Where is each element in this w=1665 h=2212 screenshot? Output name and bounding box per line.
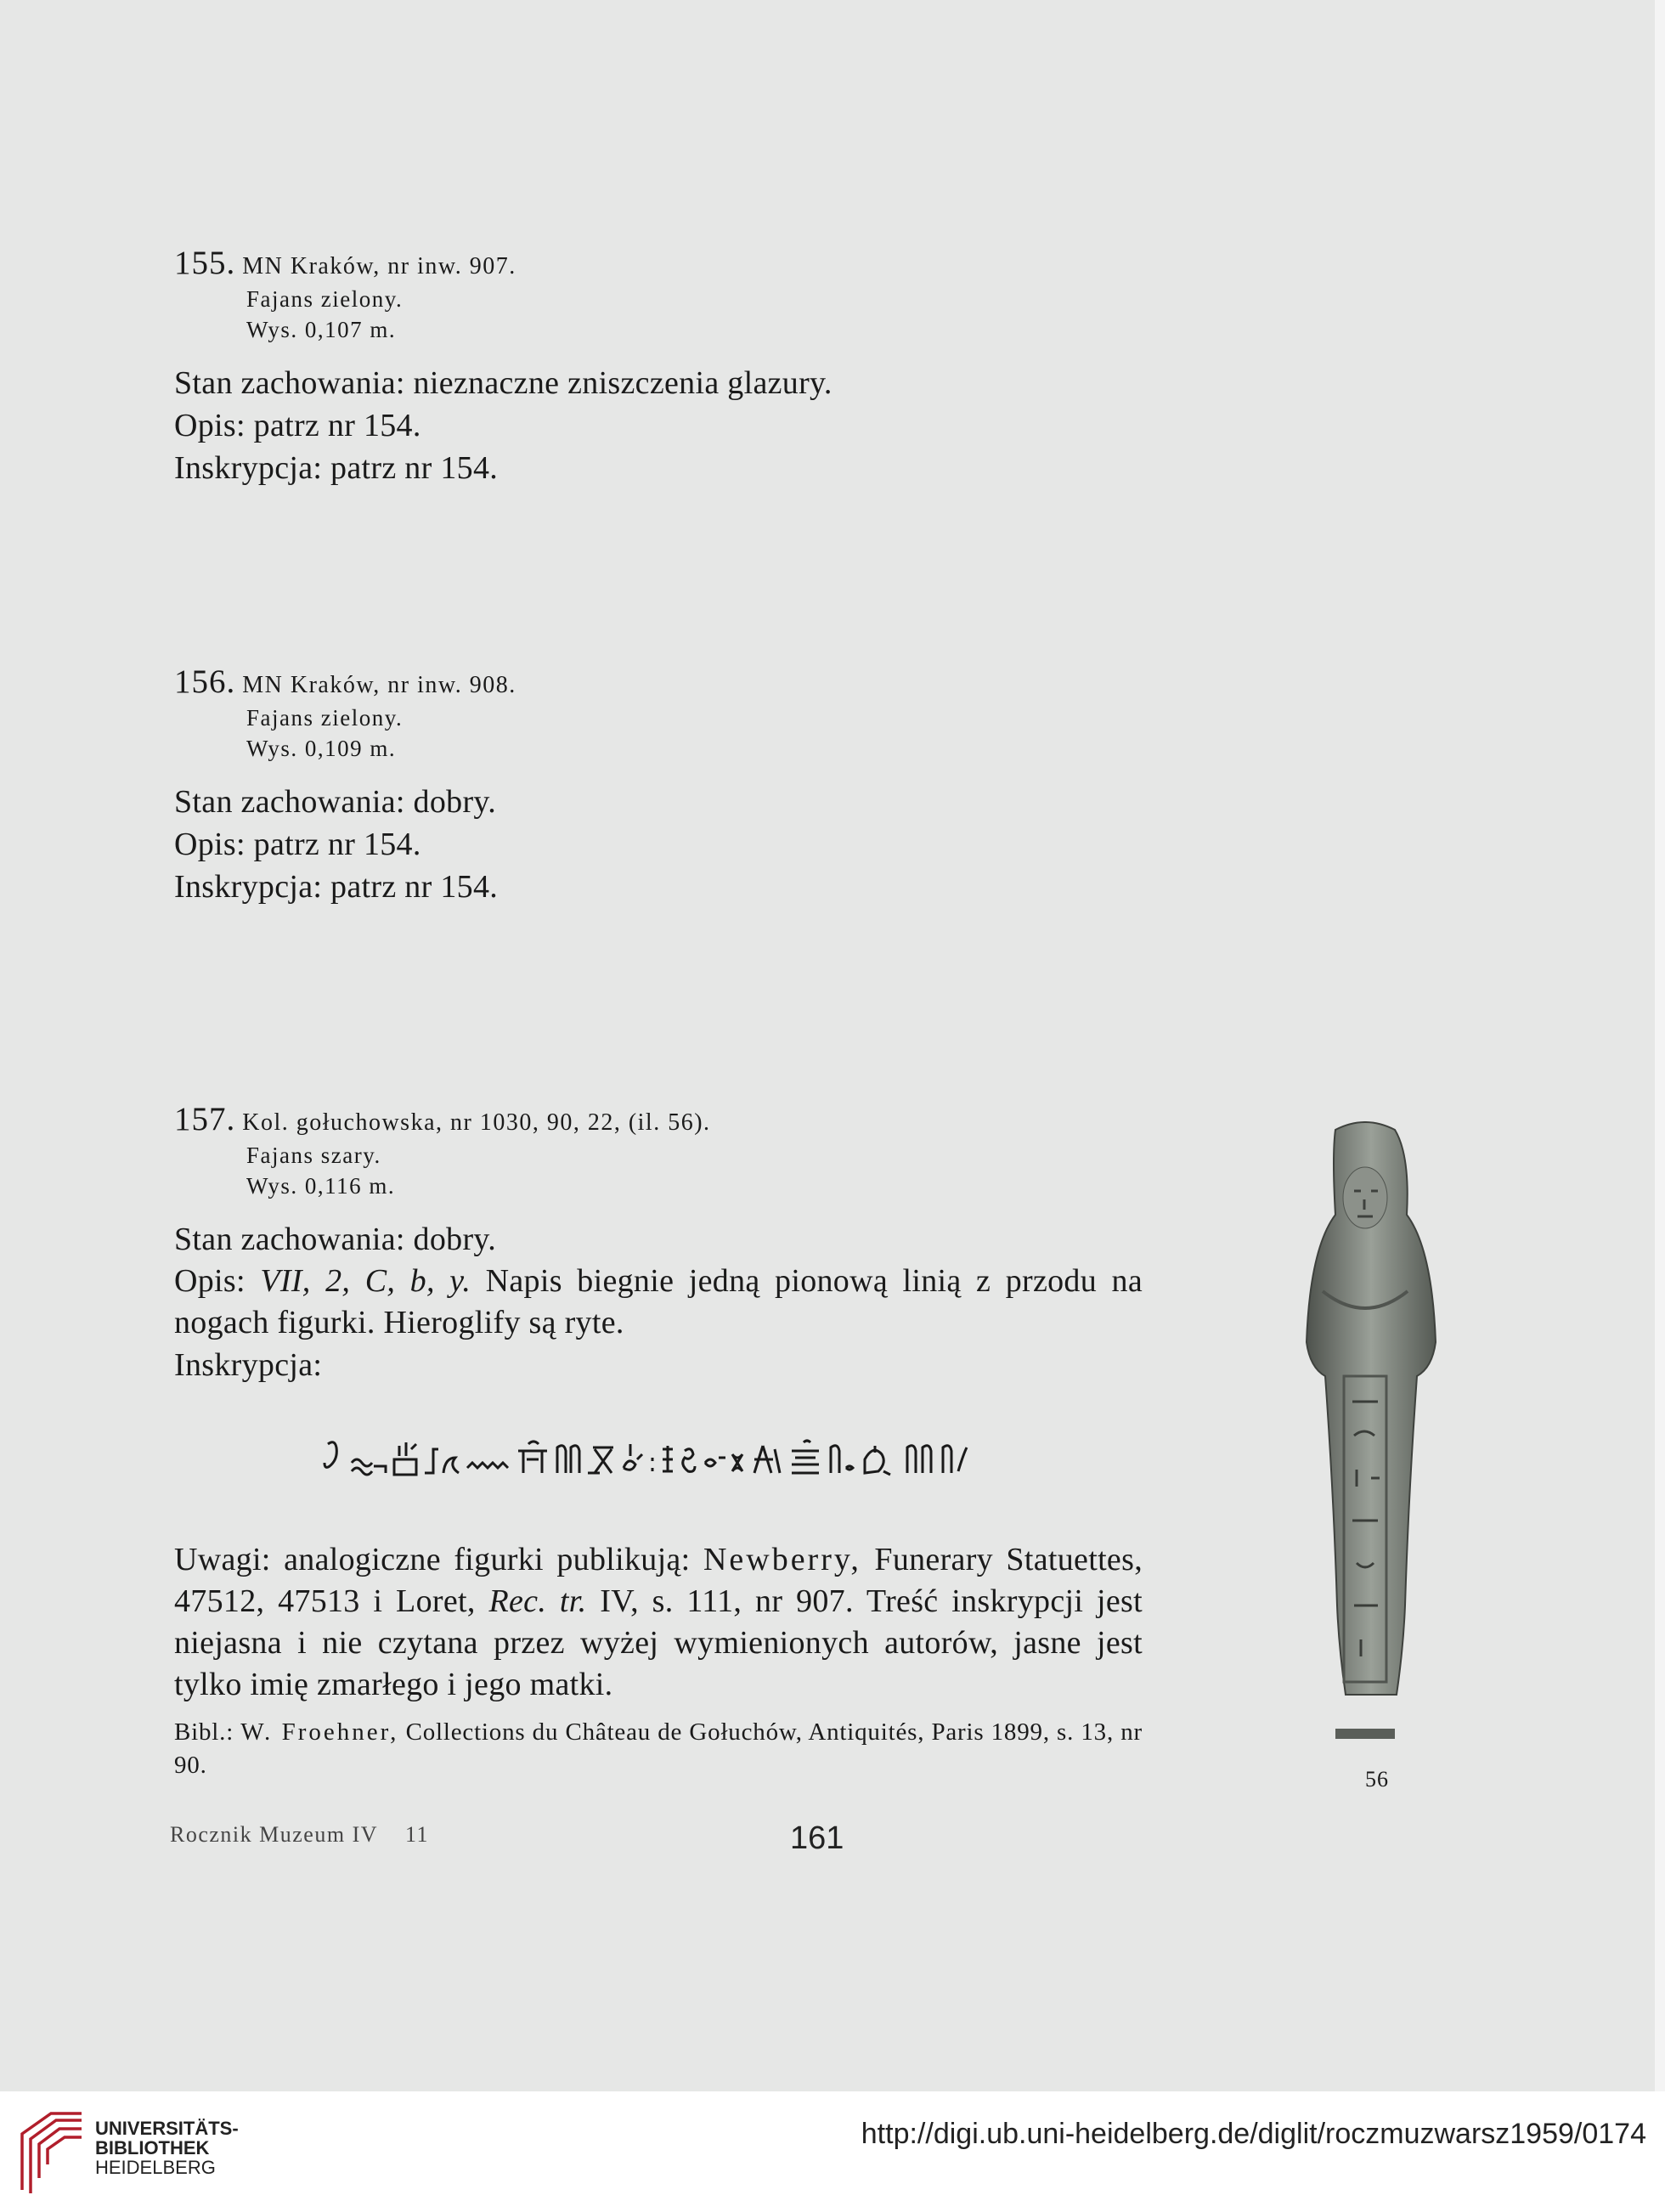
institution-line: BIBLIOTHEK (95, 2137, 210, 2158)
typology-code: VII, 2, C, b, y. (260, 1263, 471, 1299)
institution-line: UNIVERSITÄTS- (95, 2118, 239, 2139)
running-title: Rocznik Muzeum IV (170, 1822, 379, 1847)
entry-number: 156. (174, 663, 236, 700)
catalog-entry-155 (174, 246, 832, 489)
entry-material: Fajans zielony. (246, 286, 404, 312)
institution-name (95, 2119, 239, 2177)
gathering-signature: 11 (405, 1822, 430, 1847)
hieroglyphic-inscription (323, 1434, 985, 1485)
entry-157-notes (174, 1539, 1143, 1782)
ub-heidelberg-logo-icon[interactable] (17, 2105, 88, 2201)
remarks-text: Uwagi: analogiczne figurki publikują: (174, 1542, 691, 1577)
entry-source: Kol. gołuchowska, nr 1030, 90, 22, (il. 56). (242, 1109, 711, 1136)
page-number: 161 (790, 1820, 844, 1856)
remarks-journal: Rec. tr. (488, 1583, 587, 1619)
remarks-text: IV, s. 111, nr 907. Treść inskrypcji jest niejasna i nie czytana przez wyżej wymienionych autorów, jasne jest tylko imię zmarłego i jego matki. (174, 1583, 1143, 1702)
entry-condition: Stan zachowania: nieznaczne zniszczenia glazury. (174, 365, 832, 401)
entry-description (174, 1261, 1143, 1344)
page-edge (1655, 0, 1665, 2091)
entry-inscription: Inskrypcja: (174, 1347, 323, 1383)
running-footer (170, 1822, 429, 1848)
entry-inscription: Inskrypcja: patrz nr 154. (174, 869, 499, 905)
entry-height: Wys. 0,109 m. (246, 736, 397, 761)
entry-material: Fajans szary. (246, 1143, 381, 1168)
entry-header (174, 246, 832, 284)
catalog-entry-156 (174, 665, 516, 908)
remarks-text: Funerary Statuettes, 47512, 47513 i Loret, (174, 1542, 1143, 1619)
entry-description: Opis: patrz nr 154. (174, 827, 421, 862)
description-text: Napis biegnie jedną pionową linią z przodu na nogach figurki. Hieroglify są ryte. (174, 1263, 1143, 1340)
entry-source: MN Kraków, nr inw. 907. (242, 253, 516, 279)
entry-number: 155. (174, 245, 236, 281)
description-label: Opis: (174, 1263, 246, 1299)
entry-description: Opis: patrz nr 154. (174, 408, 421, 443)
entry-bibliography (174, 1716, 1143, 1782)
entry-header (174, 1103, 1143, 1140)
catalog-entry-157 (174, 1103, 1143, 1386)
institution-line: HEIDELBERG (95, 2157, 216, 2178)
bibl-author: W. Froehner, (240, 1718, 399, 1746)
entry-condition: Stan zachowania: dobry. (174, 784, 497, 820)
entry-height: Wys. 0,107 m. (246, 317, 397, 342)
entry-number: 157. (174, 1101, 236, 1137)
ushabti-figure-photo (1276, 1121, 1454, 1746)
figure-caption: 56 (1365, 1767, 1389, 1792)
entry-header (174, 665, 516, 703)
entry-remarks (174, 1539, 1143, 1706)
permalink-url[interactable]: http://digi.ub.uni-heidelberg.de/diglit/roczmuzwarsz1959/0174 (861, 2118, 1646, 2150)
entry-inscription: Inskrypcja: patrz nr 154. (174, 450, 499, 486)
entry-height: Wys. 0,116 m. (246, 1173, 396, 1199)
bibl-label: Bibl.: (174, 1718, 234, 1746)
entry-condition: Stan zachowania: dobry. (174, 1222, 497, 1257)
bibl-text: Collections du Château de Gołuchów, Antiquités, Paris 1899, s. 13, nr 90. (174, 1718, 1143, 1779)
digitization-bar (0, 2091, 1665, 2212)
remarks-author: Newberry, (703, 1542, 861, 1577)
entry-material: Fajans zielony. (246, 705, 404, 731)
entry-source: MN Kraków, nr inw. 908. (242, 672, 516, 698)
